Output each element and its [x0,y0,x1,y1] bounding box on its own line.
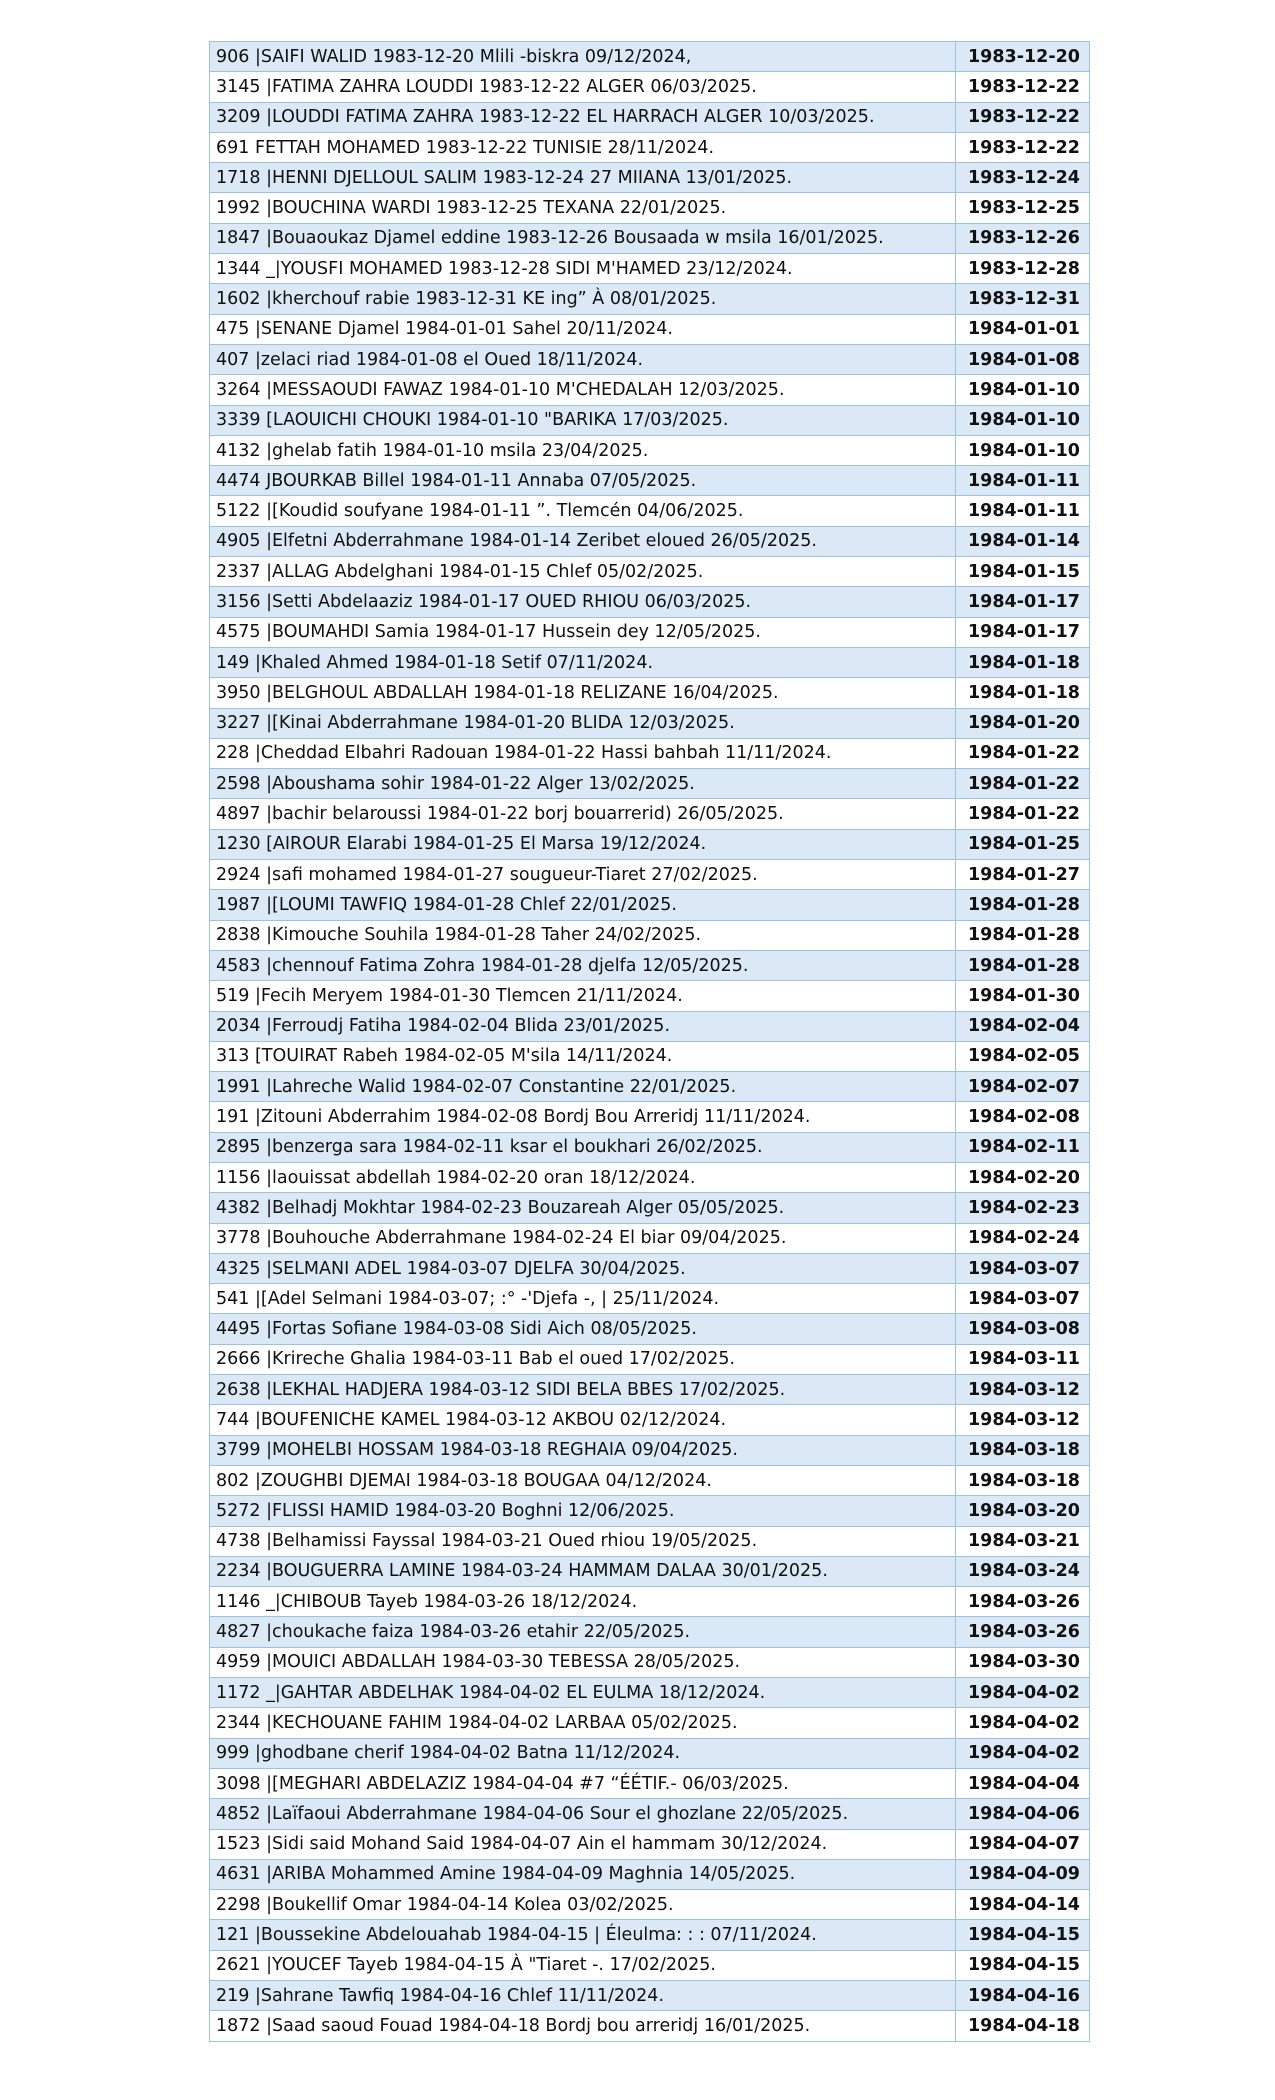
record-date-cell: 1983-12-26 [956,223,1090,253]
record-date-cell: 1983-12-31 [956,284,1090,314]
record-date-cell: 1984-01-20 [956,708,1090,738]
record-text-cell: 2621 |YOUCEF Tayeb 1984-04-15 À "Tiaret -. 17/02/2025. [210,1950,956,1980]
record-date-cell: 1984-03-12 [956,1375,1090,1405]
record-text-cell: 1602 |kherchouf rabie 1983-12-31 KE ing” À 08/01/2025. [210,284,956,314]
table-row [210,1375,1090,1405]
table-row [210,950,1090,980]
record-text-cell: 1847 |Bouaoukaz Djamel eddine 1983-12-26 Bousaada w msila 16/01/2025. [210,223,956,253]
record-date-cell: 1984-04-15 [956,1950,1090,1980]
record-date-cell: 1984-01-22 [956,799,1090,829]
record-text-cell: 3778 |Bouhouche Abderrahmane 1984-02-24 El biar 09/04/2025. [210,1223,956,1253]
table-row [210,2011,1090,2041]
record-date-cell: 1984-03-07 [956,1284,1090,1314]
table-row [210,769,1090,799]
record-text-cell: 407 |zelaci riad 1984-01-08 el Oued 18/11/2024. [210,344,956,374]
table-row [210,829,1090,859]
record-text-cell: 2666 |Krireche Ghalia 1984-03-11 Bab el oued 17/02/2025. [210,1344,956,1374]
record-text-cell: 149 |Khaled Ahmed 1984-01-18 Setif 07/11/2024. [210,647,956,677]
table-row [210,72,1090,102]
table-row [210,1102,1090,1132]
table-row [210,647,1090,677]
record-text-cell: 2838 |Kimouche Souhila 1984-01-28 Taher 24/02/2025. [210,920,956,950]
table-row [210,1950,1090,1980]
table-row [210,1465,1090,1495]
table-row [210,981,1090,1011]
record-date-cell: 1983-12-20 [956,42,1090,72]
record-date-cell: 1984-01-08 [956,344,1090,374]
record-date-cell: 1983-12-24 [956,163,1090,193]
table-row [210,132,1090,162]
record-text-cell: 219 |Sahrane Tawfiq 1984-04-16 Chlef 11/11/2024. [210,1981,956,2011]
record-date-cell: 1984-01-30 [956,981,1090,1011]
table-row [210,314,1090,344]
record-date-cell: 1984-02-24 [956,1223,1090,1253]
table-row [210,466,1090,496]
record-text-cell: 4738 |Belhamissi Fayssal 1984-03-21 Oued rhiou 19/05/2025. [210,1526,956,1556]
table-row [210,890,1090,920]
record-date-cell: 1984-02-07 [956,1072,1090,1102]
record-text-cell: 475 |SENANE Djamel 1984-01-01 Sahel 20/11/2024. [210,314,956,344]
record-text-cell: 3264 |MESSAOUDI FAWAZ 1984-01-10 M'CHEDALAH 12/03/2025. [210,375,956,405]
record-text-cell: 1156 |laouissat abdellah 1984-02-20 oran 18/12/2024. [210,1162,956,1192]
record-date-cell: 1984-03-30 [956,1647,1090,1677]
record-date-cell: 1984-01-27 [956,860,1090,890]
table-row [210,284,1090,314]
table-row [210,254,1090,284]
table-row [210,1768,1090,1798]
record-text-cell: 691 FETTAH MOHAMED 1983-12-22 TUNISIE 28/11/2024. [210,132,956,162]
record-date-cell: 1984-01-17 [956,617,1090,647]
table-row [210,435,1090,465]
table-row [210,1162,1090,1192]
table-row [210,42,1090,72]
record-date-cell: 1984-01-28 [956,890,1090,920]
record-text-cell: 519 |Fecih Meryem 1984-01-30 Tlemcen 21/11/2024. [210,981,956,1011]
record-text-cell: 2638 |LEKHAL HADJERA 1984-03-12 SIDI BELA BBES 17/02/2025. [210,1375,956,1405]
table-row [210,587,1090,617]
table-row [210,1011,1090,1041]
record-text-cell: 541 |[Adel Selmani 1984-03-07; :° -'Djefa -, | 25/11/2024. [210,1284,956,1314]
table-row [210,1708,1090,1738]
record-text-cell: 1718 |HENNI DJELLOUL SALIM 1983-12-24 27 MIIANA 13/01/2025. [210,163,956,193]
record-date-cell: 1984-02-05 [956,1041,1090,1071]
table-row [210,1496,1090,1526]
record-date-cell: 1984-01-01 [956,314,1090,344]
record-text-cell: 2034 |Ferroudj Fatiha 1984-02-04 Blida 23/01/2025. [210,1011,956,1041]
record-text-cell: 4575 |BOUMAHDI Samia 1984-01-17 Hussein dey 12/05/2025. [210,617,956,647]
record-date-cell: 1984-01-18 [956,647,1090,677]
record-text-cell: 3098 |[MEGHARI ABDELAZIZ 1984-04-04 #7 “ÉÉTIF.- 06/03/2025. [210,1768,956,1798]
record-text-cell: 999 |ghodbane cherif 1984-04-02 Batna 11/12/2024. [210,1738,956,1768]
record-date-cell: 1983-12-22 [956,102,1090,132]
record-text-cell: 1230 [AIROUR Elarabi 1984-01-25 El Marsa 19/12/2024. [210,829,956,859]
table-row [210,860,1090,890]
record-text-cell: 4132 |ghelab fatih 1984-01-10 msila 23/04/2025. [210,435,956,465]
record-text-cell: 4583 |chennouf Fatima Zohra 1984-01-28 djelfa 12/05/2025. [210,950,956,980]
table-row [210,1132,1090,1162]
record-text-cell: 4382 |Belhadj Mokhtar 1984-02-23 Bouzareah Alger 05/05/2025. [210,1193,956,1223]
record-text-cell: 4827 |choukache faiza 1984-03-26 etahir 22/05/2025. [210,1617,956,1647]
table-row [210,1253,1090,1283]
record-date-cell: 1984-01-11 [956,496,1090,526]
record-text-cell: 906 |SAIFI WALID 1983-12-20 Mlili -biskra 09/12/2024, [210,42,956,72]
record-date-cell: 1983-12-25 [956,193,1090,223]
record-text-cell: 1344 _|YOUSFI MOHAMED 1983-12-28 SIDI M'HAMED 23/12/2024. [210,254,956,284]
record-date-cell: 1984-03-07 [956,1253,1090,1283]
table-row [210,1617,1090,1647]
record-text-cell: 4897 |bachir belaroussi 1984-01-22 borj bouarrerid) 26/05/2025. [210,799,956,829]
record-date-cell: 1984-04-04 [956,1768,1090,1798]
record-date-cell: 1984-04-02 [956,1738,1090,1768]
record-text-cell: 3339 [LAOUICHI CHOUKI 1984-01-10 "BARIKA 17/03/2025. [210,405,956,435]
record-text-cell: 1523 |Sidi said Mohand Said 1984-04-07 Ain el hammam 30/12/2024. [210,1829,956,1859]
record-text-cell: 5272 |FLISSI HAMID 1984-03-20 Boghni 12/06/2025. [210,1496,956,1526]
record-text-cell: 4631 |ARIBA Mohammed Amine 1984-04-09 Maghnia 14/05/2025. [210,1859,956,1889]
table-row [210,375,1090,405]
records-table-body [210,42,1090,2042]
record-date-cell: 1984-03-20 [956,1496,1090,1526]
record-date-cell: 1984-04-18 [956,2011,1090,2041]
record-date-cell: 1984-01-11 [956,466,1090,496]
record-date-cell: 1984-01-15 [956,557,1090,587]
table-row [210,1587,1090,1617]
table-row [210,1920,1090,1950]
record-date-cell: 1984-04-02 [956,1678,1090,1708]
table-row [210,526,1090,556]
record-text-cell: 3227 |[Kinai Abderrahmane 1984-01-20 BLIDA 12/03/2025. [210,708,956,738]
table-row [210,1223,1090,1253]
record-text-cell: 2298 |Boukellif Omar 1984-04-14 Kolea 03/02/2025. [210,1890,956,1920]
record-text-cell: 4905 |Elfetni Abderrahmane 1984-01-14 Zeribet eloued 26/05/2025. [210,526,956,556]
record-date-cell: 1984-01-25 [956,829,1090,859]
table-row [210,102,1090,132]
table-row [210,678,1090,708]
record-text-cell: 1991 |Lahreche Walid 1984-02-07 Constantine 22/01/2025. [210,1072,956,1102]
record-date-cell: 1984-02-11 [956,1132,1090,1162]
table-row [210,1435,1090,1465]
record-date-cell: 1984-01-10 [956,405,1090,435]
record-date-cell: 1984-03-18 [956,1465,1090,1495]
record-date-cell: 1984-04-16 [956,1981,1090,2011]
record-text-cell: 802 |ZOUGHBI DJEMAI 1984-03-18 BOUGAA 04/12/2024. [210,1465,956,1495]
record-date-cell: 1984-01-22 [956,769,1090,799]
table-row [210,1859,1090,1889]
record-date-cell: 1984-01-18 [956,678,1090,708]
record-date-cell: 1984-01-14 [956,526,1090,556]
table-row [210,1072,1090,1102]
record-date-cell: 1984-04-07 [956,1829,1090,1859]
table-row [210,1890,1090,1920]
record-date-cell: 1984-01-28 [956,920,1090,950]
record-text-cell: 2598 |Aboushama sohir 1984-01-22 Alger 13/02/2025. [210,769,956,799]
table-row [210,1678,1090,1708]
record-text-cell: 3209 |LOUDDI FATIMA ZAHRA 1983-12-22 EL HARRACH ALGER 10/03/2025. [210,102,956,132]
table-row [210,708,1090,738]
table-row [210,1405,1090,1435]
record-date-cell: 1984-01-22 [956,738,1090,768]
table-row [210,1647,1090,1677]
table-row [210,1556,1090,1586]
record-text-cell: 1172 _|GAHTAR ABDELHAK 1984-04-02 EL EULMA 18/12/2024. [210,1678,956,1708]
record-text-cell: 4852 |Laïfaoui Abderrahmane 1984-04-06 Sour el ghozlane 22/05/2025. [210,1799,956,1829]
record-date-cell: 1984-03-18 [956,1435,1090,1465]
record-date-cell: 1984-03-26 [956,1617,1090,1647]
record-text-cell: 3156 |Setti Abdelaaziz 1984-01-17 OUED RHIOU 06/03/2025. [210,587,956,617]
table-row [210,1981,1090,2011]
record-text-cell: 3799 |MOHELBI HOSSAM 1984-03-18 REGHAIA 09/04/2025. [210,1435,956,1465]
records-table [209,41,1090,2042]
record-text-cell: 121 |Boussekine Abdelouahab 1984-04-15 | Éleulma: : : 07/11/2024. [210,1920,956,1950]
record-text-cell: 2234 |BOUGUERRA LAMINE 1984-03-24 HAMMAM DALAA 30/01/2025. [210,1556,956,1586]
record-date-cell: 1984-02-04 [956,1011,1090,1041]
table-row [210,799,1090,829]
record-date-cell: 1984-03-11 [956,1344,1090,1374]
record-date-cell: 1984-04-15 [956,1920,1090,1950]
record-text-cell: 2924 |safi mohamed 1984-01-27 sougueur-Tiaret 27/02/2025. [210,860,956,890]
table-row [210,1284,1090,1314]
record-date-cell: 1984-03-21 [956,1526,1090,1556]
record-date-cell: 1984-02-23 [956,1193,1090,1223]
record-date-cell: 1984-03-08 [956,1314,1090,1344]
table-row [210,1314,1090,1344]
record-text-cell: 4959 |MOUICI ABDALLAH 1984-03-30 TEBESSA 28/05/2025. [210,1647,956,1677]
table-row [210,223,1090,253]
record-date-cell: 1983-12-28 [956,254,1090,284]
record-date-cell: 1984-01-10 [956,435,1090,465]
record-date-cell: 1983-12-22 [956,72,1090,102]
record-text-cell: 313 [TOUIRAT Rabeh 1984-02-05 M'sila 14/11/2024. [210,1041,956,1071]
record-text-cell: 4474 JBOURKAB Billel 1984-01-11 Annaba 07/05/2025. [210,466,956,496]
record-date-cell: 1983-12-22 [956,132,1090,162]
record-text-cell: 2895 |benzerga sara 1984-02-11 ksar el boukhari 26/02/2025. [210,1132,956,1162]
record-text-cell: 5122 |[Koudid soufyane 1984-01-11 ”. Tlemcén 04/06/2025. [210,496,956,526]
record-text-cell: 228 |Cheddad Elbahri Radouan 1984-01-22 Hassi bahbah 11/11/2024. [210,738,956,768]
table-row [210,557,1090,587]
table-row [210,1193,1090,1223]
table-row [210,496,1090,526]
record-date-cell: 1984-02-08 [956,1102,1090,1132]
record-text-cell: 744 |BOUFENICHE KAMEL 1984-03-12 AKBOU 02/12/2024. [210,1405,956,1435]
record-text-cell: 2337 |ALLAG Abdelghani 1984-01-15 Chlef 05/02/2025. [210,557,956,587]
record-text-cell: 1872 |Saad saoud Fouad 1984-04-18 Bordj bou arreridj 16/01/2025. [210,2011,956,2041]
table-row [210,1799,1090,1829]
table-row [210,163,1090,193]
table-row [210,405,1090,435]
table-row [210,344,1090,374]
table-row [210,617,1090,647]
table-row [210,1829,1090,1859]
record-date-cell: 1984-02-20 [956,1162,1090,1192]
record-date-cell: 1984-04-02 [956,1708,1090,1738]
table-row [210,1344,1090,1374]
record-date-cell: 1984-01-10 [956,375,1090,405]
table-row [210,1041,1090,1071]
record-text-cell: 4325 |SELMANI ADEL 1984-03-07 DJELFA 30/04/2025. [210,1253,956,1283]
record-date-cell: 1984-03-12 [956,1405,1090,1435]
record-text-cell: 191 |Zitouni Abderrahim 1984-02-08 Bordj Bou Arreridj 11/11/2024. [210,1102,956,1132]
record-text-cell: 2344 |KECHOUANE FAHIM 1984-04-02 LARBAA 05/02/2025. [210,1708,956,1738]
record-date-cell: 1984-04-09 [956,1859,1090,1889]
record-text-cell: 1987 |[LOUMI TAWFIQ 1984-01-28 Chlef 22/01/2025. [210,890,956,920]
record-date-cell: 1984-01-17 [956,587,1090,617]
table-row [210,920,1090,950]
table-row [210,1738,1090,1768]
table-row [210,1526,1090,1556]
record-date-cell: 1984-04-06 [956,1799,1090,1829]
record-date-cell: 1984-01-28 [956,950,1090,980]
record-date-cell: 1984-03-24 [956,1556,1090,1586]
record-text-cell: 4495 |Fortas Sofiane 1984-03-08 Sidi Aich 08/05/2025. [210,1314,956,1344]
record-date-cell: 1984-03-26 [956,1587,1090,1617]
record-date-cell: 1984-04-14 [956,1890,1090,1920]
record-text-cell: 1992 |BOUCHINA WARDI 1983-12-25 TEXANA 22/01/2025. [210,193,956,223]
record-text-cell: 3145 |FATIMA ZAHRA LOUDDI 1983-12-22 ALGER 06/03/2025. [210,72,956,102]
record-text-cell: 3950 |BELGHOUL ABDALLAH 1984-01-18 RELIZANE 16/04/2025. [210,678,956,708]
record-text-cell: 1146 _|CHIBOUB Tayeb 1984-03-26 18/12/2024. [210,1587,956,1617]
table-row [210,738,1090,768]
table-row [210,193,1090,223]
